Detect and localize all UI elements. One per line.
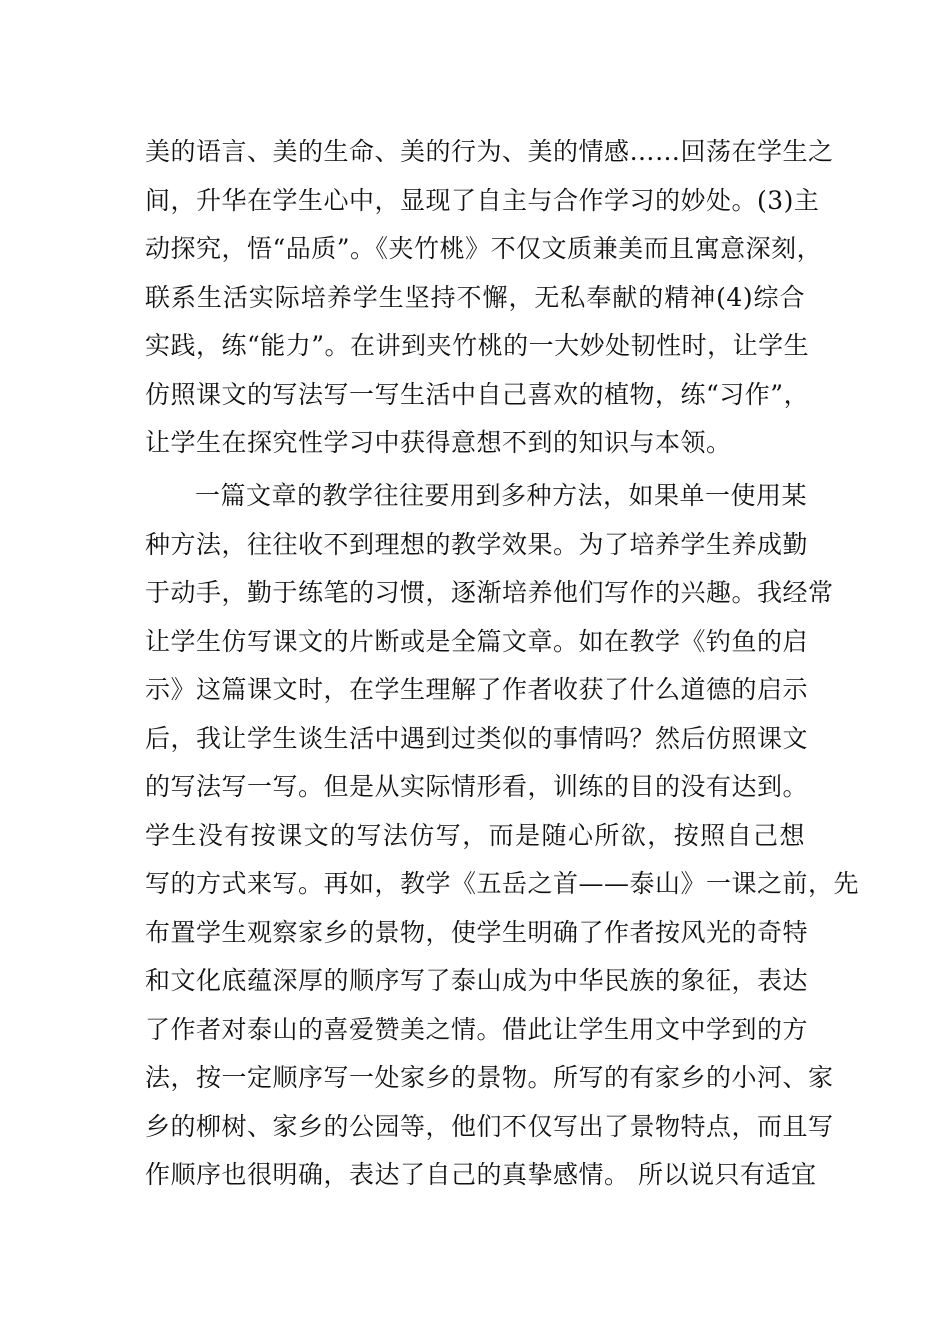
paragraph-line: 于动手，勤于练笔的习惯，逐渐培养他们写作的兴趣。我经常 xyxy=(145,578,834,607)
paragraph-2 xyxy=(145,472,860,1200)
paragraph-line: 法，按一定顺序写一处家乡的景物。所写的有家乡的小河、家 xyxy=(145,1063,834,1092)
paragraph-line: 美的语言、美的生命、美的行为、美的情感……回荡在学生之 xyxy=(145,137,834,166)
paragraph-line: 间，升华在学生心中，显现了自主与合作学习的妙处。(3)主 xyxy=(145,185,820,215)
paragraph-line: 实践，练“能力”。在讲到夹竹桃的一大妙处韧性时，让学生 xyxy=(145,331,810,360)
paragraph-line: 动探究，悟“品质”。《夹竹桃》不仅文质兼美而且寓意深刻， xyxy=(145,234,823,263)
paragraph-line: 乡的柳树、家乡的公园等，他们不仅写出了景物特点，而且写 xyxy=(145,1111,834,1141)
paragraph-line: 作顺序也很明确，表达了自己的真挚感情。 所以说只有适宜 xyxy=(145,1160,817,1189)
paragraph-1 xyxy=(145,128,834,468)
paragraph-line: 一篇文章的教学往往要用到多种方法，如果单一使用某 xyxy=(195,481,808,510)
paragraph-line: 仿照课文的写法写一写生活中自己喜欢的植物，练“习作”， xyxy=(145,379,810,409)
paragraph-line: 写的方式来写。再如，教学《五岳之首——泰山》一课之前，先 xyxy=(145,869,860,898)
paragraph-line: 后，我让学生谈生活中遇到过类似的事情吗？然后仿照课文 xyxy=(145,723,809,753)
paragraph-line: 让学生仿写课文的片断或是全篇文章。如在教学《钓鱼的启 xyxy=(145,626,809,656)
paragraph-line: 和文化底蕴深厚的顺序写了泰山成为中华民族的象征，表达 xyxy=(145,966,809,995)
paragraph-line: 了作者对泰山的喜爱赞美之情。借此让学生用文中学到的方 xyxy=(145,1014,809,1044)
paragraph-line: 联系生活实际培养学生坚持不懈，无私奉献的精神(4)综合 xyxy=(145,282,805,312)
paragraph-line: 示》这篇课文时，在学生理解了作者收获了什么道德的启示 xyxy=(145,675,809,704)
paragraph-line: 种方法，往往收不到理想的教学效果。为了培养学生养成勤 xyxy=(145,529,809,559)
paragraph-line: 布置学生观察家乡的景物，使学生明确了作者按风光的奇特 xyxy=(145,917,809,947)
paragraph-line: 让学生在探究性学习中获得意想不到的知识与本领。 xyxy=(145,428,732,457)
paragraph-line: 的写法写一写。但是从实际情形看，训练的目的没有达到。 xyxy=(145,772,809,801)
paragraph-line: 学生没有按课文的写法仿写，而是随心所欲，按照自己想 xyxy=(145,820,805,850)
